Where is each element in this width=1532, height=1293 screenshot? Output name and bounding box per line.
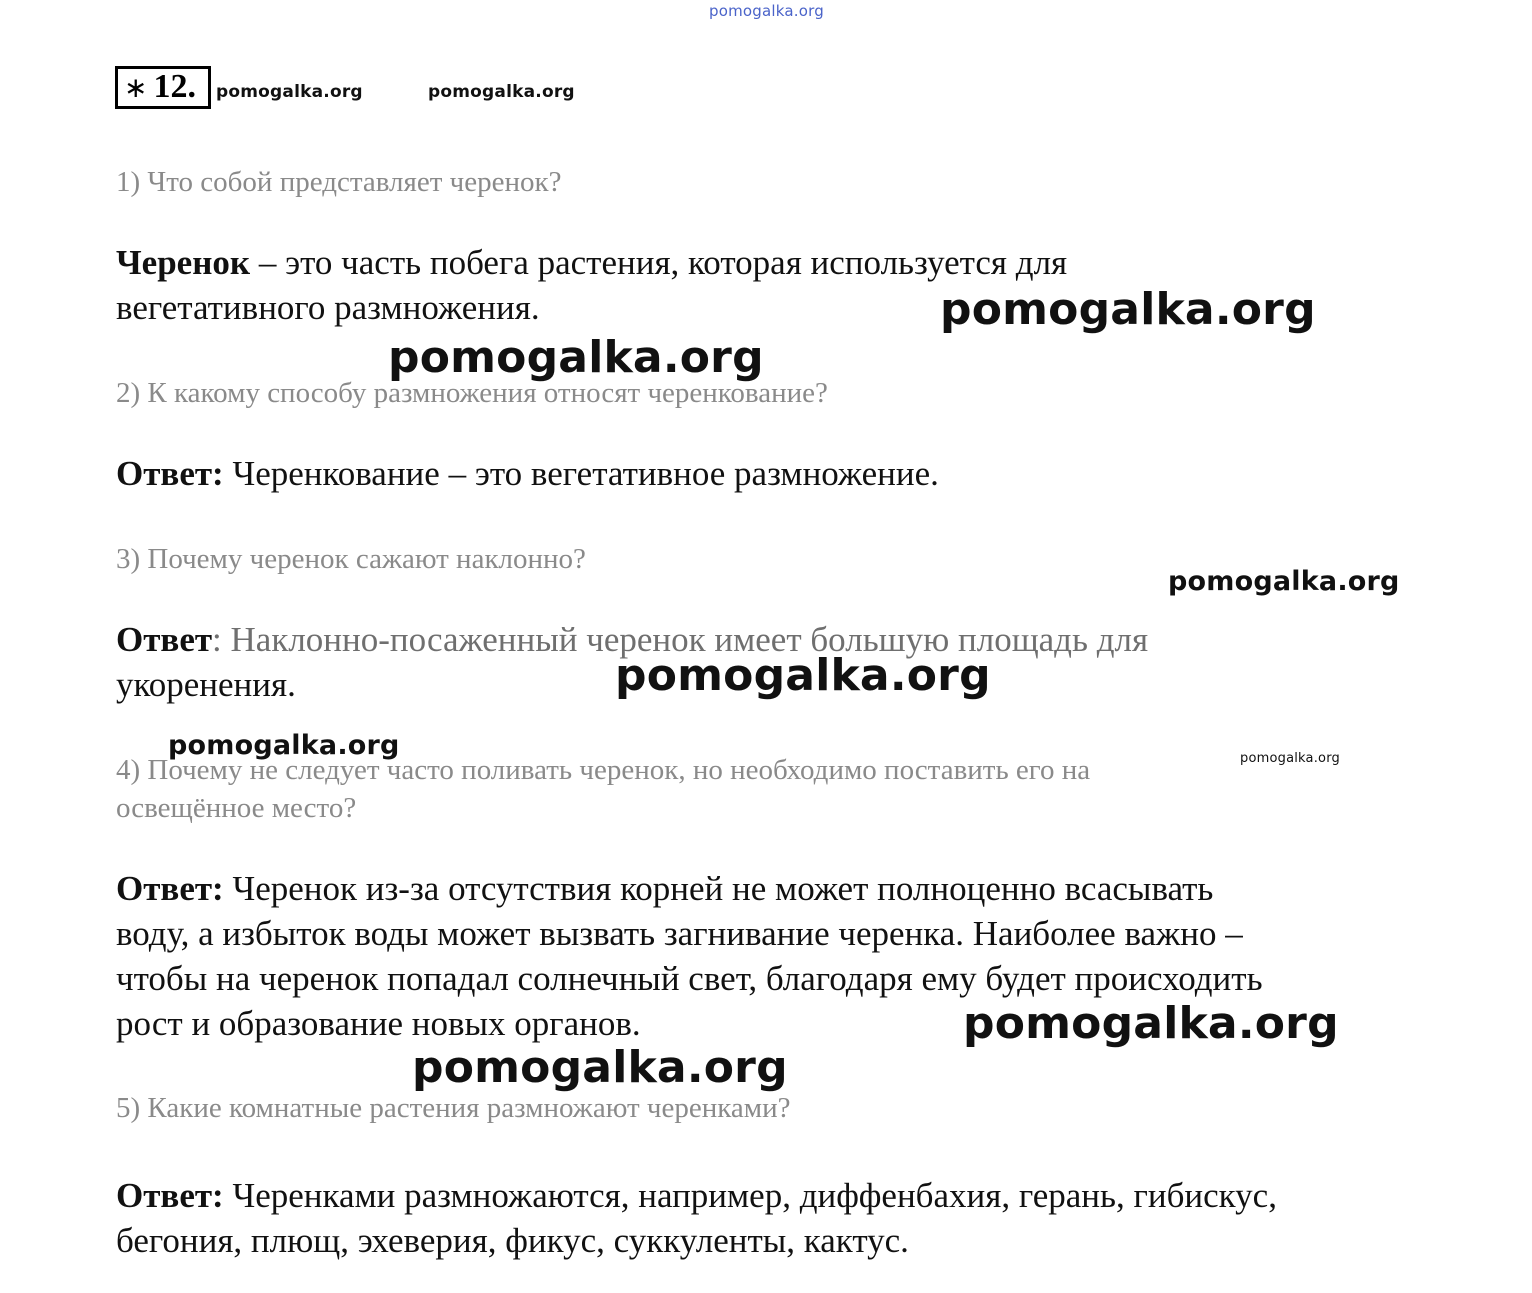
- answer-2-label: Ответ:: [116, 454, 224, 493]
- watermark-header-2: pomogalka.org: [428, 82, 575, 102]
- answer-4-line-1: Черенок из-за отсутствия корней не может полноценно всасывать: [223, 869, 1214, 908]
- answer-3-line-1: : Наклонно-посаженный черенок имеет большую площадь для: [212, 620, 1149, 659]
- answer-1-term: Черенок: [116, 243, 251, 282]
- watermark-large-1: pomogalka.org: [940, 284, 1316, 335]
- star-icon: ∗: [124, 73, 148, 104]
- watermark-medium-2: pomogalka.org: [168, 730, 400, 761]
- question-5: 5) Какие комнатные растения размножают черенками?: [116, 1092, 791, 1124]
- watermark-large-3: pomogalka.org: [615, 650, 991, 701]
- answer-5: [116, 1173, 1277, 1263]
- question-4-line-1: 4) Почему не следует часто поливать черенок, но необходимо поставить его на: [116, 754, 1091, 786]
- answer-5-line-1: Черенками размножаются, например, диффенбахия, герань, гибискус,: [223, 1176, 1277, 1215]
- watermark-small: pomogalka.org: [1240, 751, 1340, 766]
- answer-4-line-3: чтобы на черенок попадал солнечный свет, благодаря ему будет происходить: [116, 959, 1263, 998]
- watermark-header-1: pomogalka.org: [216, 82, 363, 102]
- question-4-line-2: освещённое место?: [116, 792, 357, 824]
- question-1: 1) Что собой представляет черенок?: [116, 166, 562, 198]
- watermark-large-5: pomogalka.org: [412, 1042, 788, 1093]
- answer-1: [116, 240, 1067, 330]
- question-3: 3) Почему черенок сажают наклонно?: [116, 543, 586, 575]
- answer-5-line-2: бегония, плющ, эхеверия, фикус, суккуленты, кактус.: [116, 1221, 909, 1260]
- watermark-large-2: pomogalka.org: [388, 332, 764, 383]
- answer-3-line-2: укоренения.: [116, 665, 296, 704]
- question-2: 2) К какому способу размножения относят черенкование?: [116, 377, 828, 409]
- answer-4-line-2: воду, а избыток воды может вызвать загнивание черенка. Наиболее важно –: [116, 914, 1243, 953]
- watermark-top: pomogalka.org: [709, 2, 824, 20]
- answer-3-label: Ответ: [116, 620, 213, 659]
- answer-2: [116, 451, 939, 496]
- task-number-box: [115, 66, 211, 109]
- answer-2-line-1: Черенкование – это вегетативное размножение.: [223, 454, 939, 493]
- task-number: 12.: [153, 68, 196, 105]
- watermark-large-4: pomogalka.org: [963, 998, 1339, 1049]
- watermark-medium-1: pomogalka.org: [1168, 566, 1400, 597]
- answer-4-line-4: рост и образование новых органов.: [116, 1004, 641, 1043]
- answer-1-line-1: – это часть побега растения, которая используется для: [250, 243, 1068, 282]
- answer-4-label: Ответ:: [116, 869, 224, 908]
- answer-5-label: Ответ:: [116, 1176, 224, 1215]
- answer-1-line-2: вегетативного размножения.: [116, 288, 540, 327]
